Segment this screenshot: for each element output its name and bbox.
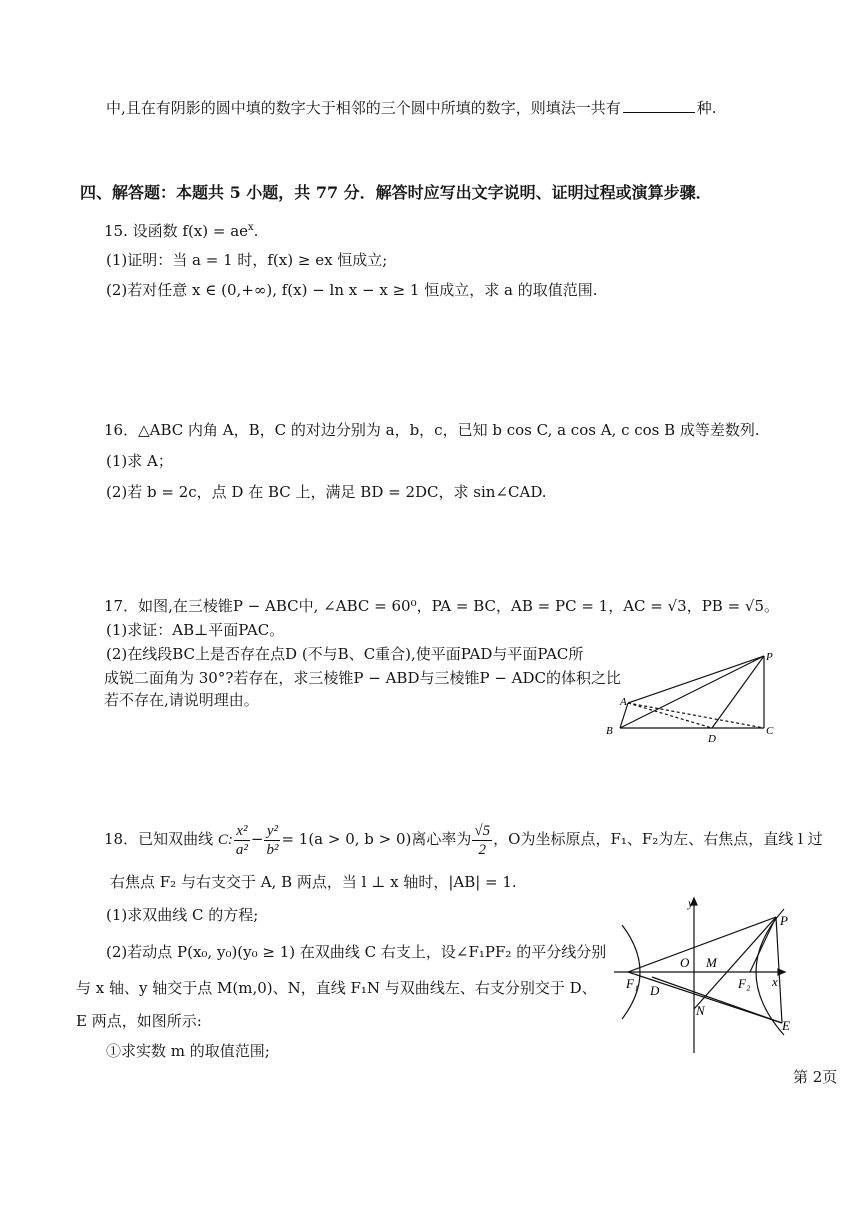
- q16-part2: (2)若 b = 2c，点 D 在 BC 上，满足 BD = 2DC，求 sin∠CAD.: [106, 483, 547, 501]
- label-P: P: [766, 651, 773, 663]
- q15-stem-text: 15. 设函数 f(x) = ae: [104, 222, 249, 240]
- q18-part2-line2: 与 x 轴、y 轴交于点 M(m,0)、N，直线 F₁N 与双曲线左、右支分别交于 D、: [76, 979, 597, 997]
- q17-part2-line2: 成锐二面角为 30°?若存在，求三棱锥P − ABD与三棱锥P − ADC的体积之比: [104, 669, 622, 687]
- q18-frac-y-den: b²: [266, 841, 279, 858]
- q15-part1: (1)证明：当 a = 1 时，f(x) ≥ ex 恒成立;: [106, 251, 388, 269]
- label-F2: F₂: [738, 976, 751, 991]
- prev-question-tail: [106, 98, 717, 118]
- q18-condition: = 1(a > 0, b > 0)离心率为: [281, 830, 472, 848]
- label-D: D: [708, 733, 716, 743]
- q15-stem-sup: x: [248, 222, 254, 233]
- prev-question-end: 种.: [696, 99, 717, 117]
- label-D: D: [650, 983, 660, 998]
- label-B: B: [606, 725, 613, 737]
- label-A: A: [620, 696, 627, 708]
- q18-frac-ecc: [472, 822, 492, 859]
- prev-question-text: 中,且在有阴影的圆中填的数字大于相邻的三个圆中所填的数字，则填法一共有: [106, 99, 621, 117]
- label-O: O: [680, 955, 690, 970]
- q18-frac-x: [234, 822, 250, 859]
- q18-part2-line3: E 两点，如图所示:: [76, 1012, 202, 1030]
- q17-tetrahedron-figure: [596, 648, 786, 743]
- q18-stem-pre: 18．已知双曲线: [104, 830, 214, 848]
- q18-part1: (1)求双曲线 C 的方程;: [106, 906, 259, 924]
- q15-stem: [104, 218, 258, 241]
- q18-part2-line1: (2)若动点 P(x₀, y₀)(y₀ ≥ 1) 在双曲线 C 右支上，设∠F₁PF₂ 的平分线分别: [106, 943, 607, 961]
- q15-part2: (2)若对任意 x ∈ (0,+∞), f(x) − ln x − x ≥ 1 恒成立，求 a 的取值范围.: [106, 281, 598, 299]
- q15-stem-end: .: [253, 222, 259, 240]
- q18-frac-y: [264, 822, 280, 859]
- q18-frac-ecc-den: 2: [478, 841, 487, 858]
- q18-line2: 右焦点 F₂ 与右支交于 A, B 两点，当 l ⊥ x 轴时，|AB| = 1.: [110, 873, 517, 891]
- q18-minus: −: [250, 830, 264, 848]
- q18-hyperbola-figure: [600, 895, 800, 1055]
- q18-frac-x-num: x²: [234, 822, 250, 841]
- q16-part1: (1)求 A；: [106, 452, 173, 470]
- edge-BP: [620, 656, 764, 728]
- q16-stem: 16．△ABC 内角 A，B，C 的对边分别为 a，b，c，已知 b cos C, a cos A, c cos B 成等差数列.: [104, 421, 760, 439]
- page-number: 第 2页: [793, 1068, 838, 1086]
- q18-curve-name: C:: [217, 832, 233, 848]
- q18-stem: [104, 818, 823, 862]
- label-M: M: [706, 955, 717, 970]
- edge-AP: [628, 656, 764, 703]
- q18-stem-post: ，O为坐标原点，F₁、F₂为左、右焦点，直线 l 过: [493, 830, 823, 848]
- label-E: E: [782, 1018, 790, 1033]
- section-heading: 四、解答题：本题共 5 小题，共 77 分．解答时应写出文字说明、证明过程或演算步骤．: [80, 183, 712, 202]
- label-P: P: [780, 913, 788, 928]
- edge-AD-hidden: [628, 703, 712, 728]
- q17-part2-line3: 若不存在,请说明理由。: [104, 691, 259, 709]
- label-y: y: [688, 896, 694, 910]
- edge-AC-hidden: [628, 703, 764, 728]
- answer-blank: [623, 100, 695, 113]
- q18-frac-ecc-num: √5: [474, 822, 491, 839]
- label-F1: F₁: [626, 976, 639, 991]
- label-x: x: [772, 974, 778, 989]
- q17-stem: 17．如图,在三棱锥P − ABC中, ∠ABC = 60⁰，PA = BC，AB = PC = 1，AC = √3，PB = √5。: [104, 597, 780, 615]
- label-N: N: [696, 1003, 705, 1018]
- q18-frac-y-num: y²: [264, 822, 280, 841]
- label-C: C: [766, 725, 774, 737]
- q17-part2-line1: (2)在线段BC上是否存在点D (不与B、C重合),使平面PAD与平面PAC所: [106, 645, 584, 663]
- edge-DP: [712, 656, 764, 728]
- q18-frac-x-den: a²: [235, 841, 248, 858]
- q18-subquestion1: ①求实数 m 的取值范围;: [106, 1042, 270, 1060]
- q17-part1: (1)求证：AB⊥平面PAC。: [106, 621, 285, 639]
